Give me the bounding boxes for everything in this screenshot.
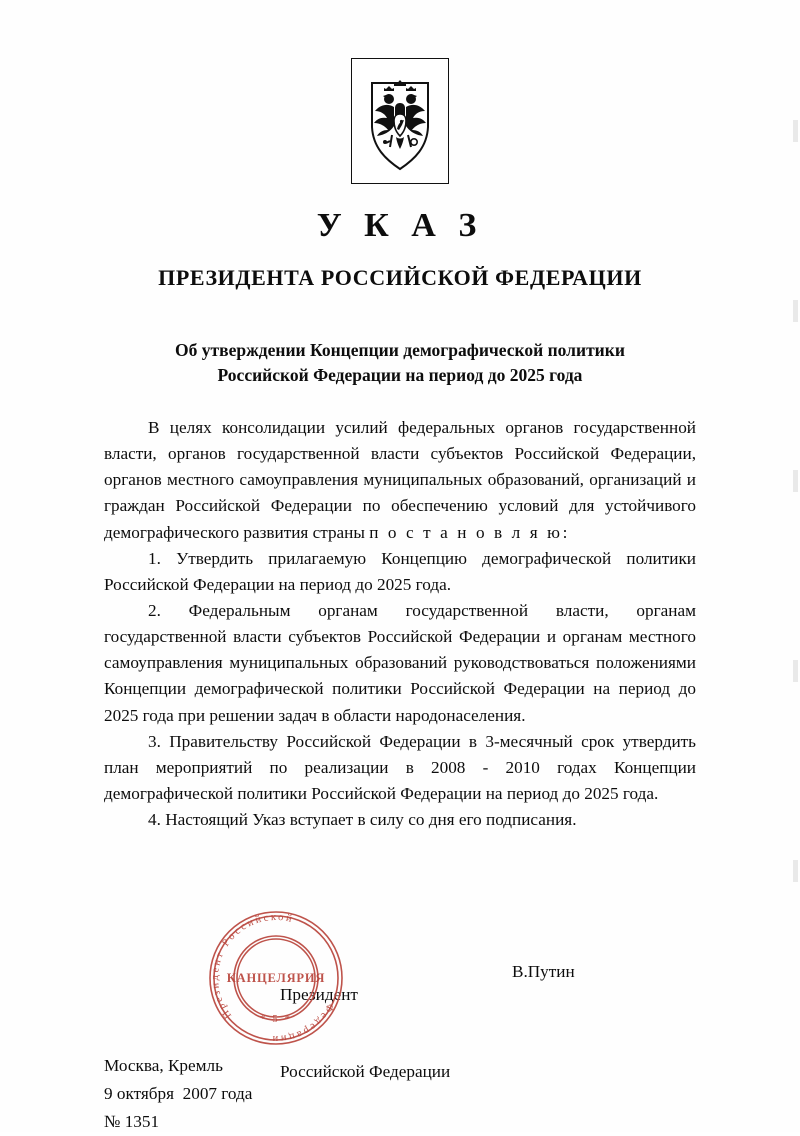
document-heading bbox=[110, 338, 690, 389]
signature-line-2: Российской Федерации bbox=[280, 1061, 451, 1081]
coat-of-arms-icon bbox=[351, 58, 449, 184]
coat-of-arms-container bbox=[0, 58, 800, 184]
paragraph-2: 2. Федеральным органам государственной власти, органам государственной власти субъектов Российской Федерации и органам местного самоуправления муниципальных образований руководствоваться положениями Концепции демографической политики Российской Федерации на период до 2025 года при решении задач в области народонаселения. bbox=[104, 600, 696, 725]
svg-text:Федерации: Федерации bbox=[270, 1001, 336, 1045]
document-footer bbox=[104, 1052, 252, 1136]
svg-text:Российской: Российской bbox=[220, 911, 296, 949]
document-heading-line-2: Российской Федерации на период до 2025 года bbox=[217, 365, 583, 386]
footer-date: 9 октября 2007 года bbox=[104, 1083, 253, 1103]
footer-number: № 1351 bbox=[104, 1111, 160, 1131]
paragraph-1: 1. Утвердить прилагаемую Концепцию демографической политики Российской Федерации на период до 2025 года. bbox=[104, 548, 696, 594]
document-heading-line-1: Об утверждении Концепции демографической политики bbox=[175, 340, 625, 360]
paragraph-3: 3. Правительству Российской Федерации в 3-месячный срок утвердить план мероприятий по реализации в 2008 - 2010 годах Концепции демографической политики Российской Федерации на период до 2025 года. bbox=[104, 731, 696, 803]
paragraph-4: 4. Настоящий Указ вступает в силу со дня его подписания. bbox=[148, 810, 577, 830]
scan-edge-mark bbox=[793, 120, 798, 142]
document-title: У К А З bbox=[316, 207, 484, 244]
scan-edge-mark bbox=[793, 470, 798, 492]
svg-text:Президент: Президент bbox=[209, 948, 235, 1021]
paragraph-preamble bbox=[104, 415, 696, 546]
document-body bbox=[104, 415, 696, 833]
scan-edge-mark bbox=[793, 300, 798, 322]
paragraph-preamble-text: В целях консолидации усилий федеральных органов государственной власти, органов государственной власти субъектов Российской Федерации, органов местного самоуправления муниципальных образований, организаций и граждан Российской Федерации по обеспечению условий для устойчивого демографического развития страны bbox=[104, 418, 696, 542]
footer-place: Москва, Кремль bbox=[104, 1056, 223, 1075]
signature-line-1: Президент bbox=[280, 984, 358, 1004]
scan-edge-mark bbox=[793, 660, 798, 682]
signature-name: В.Путин bbox=[512, 962, 575, 981]
decree-verb: п о с т а н о в л я ю: bbox=[369, 522, 570, 542]
svg-text:* 5 *: * 5 * bbox=[260, 1013, 292, 1025]
document-subtitle: ПРЕЗИДЕНТА РОССИЙСКОЙ ФЕДЕРАЦИИ bbox=[158, 265, 642, 290]
signature-block bbox=[280, 930, 450, 1136]
scan-edge-mark bbox=[793, 860, 798, 882]
svg-text:КАНЦЕЛЯРИЯ: КАНЦЕЛЯРИЯ bbox=[226, 971, 326, 985]
